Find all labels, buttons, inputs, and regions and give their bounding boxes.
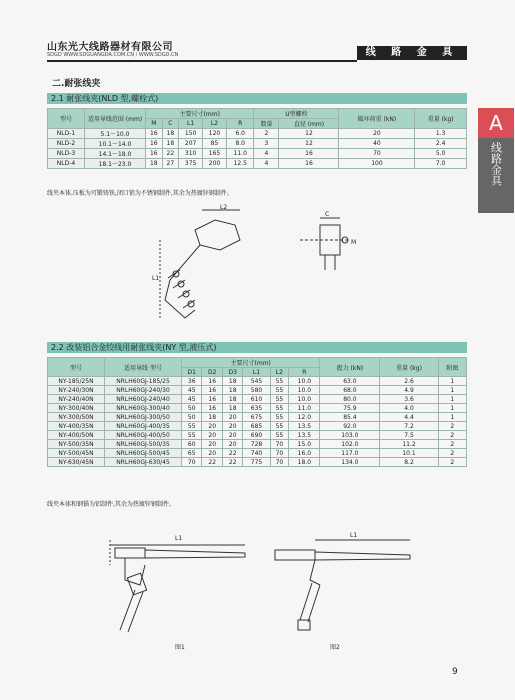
side-tab-letter: A xyxy=(478,108,514,138)
table-cell: 1 xyxy=(438,386,466,395)
table-cell: 70 xyxy=(270,440,289,449)
th-diameter: 直径 (mm) xyxy=(279,119,339,129)
table-cell: 18 xyxy=(222,395,242,404)
table-cell: 55 xyxy=(270,404,289,413)
ny-clamp-figure-1 xyxy=(95,520,265,640)
nld-clamp-drawing xyxy=(140,200,280,330)
table-cell: 16 xyxy=(202,386,222,395)
table-cell: 68.0 xyxy=(320,386,380,395)
table-cell: 55 xyxy=(270,386,289,395)
table-cell: 20 xyxy=(222,431,242,440)
th2-figure: 附图 xyxy=(438,358,466,377)
table-cell: 3 xyxy=(254,139,279,149)
table-cell: 12.0 xyxy=(289,413,320,422)
table-cell: 27 xyxy=(162,159,179,169)
th2-l1: L1 xyxy=(243,368,270,377)
table-cell: 16 xyxy=(146,129,163,139)
table-cell: 12 xyxy=(279,129,339,139)
table-cell: NLD-3 xyxy=(48,149,85,159)
table-cell: NRLH60GJ-300/40 xyxy=(105,404,182,413)
table-cell: NRLH60GJ-185/25 xyxy=(105,377,182,386)
table-cell: 16.0 xyxy=(289,449,320,458)
table-cell: 10.0 xyxy=(289,377,320,386)
table-cell: 11.0 xyxy=(289,404,320,413)
table-cell: 55 xyxy=(270,431,289,440)
table-cell: 100 xyxy=(339,159,415,169)
table-cell: NLD-1 xyxy=(48,129,85,139)
page-number: 9 xyxy=(452,667,458,677)
table-cell: 20 xyxy=(202,449,222,458)
table-cell: 2 xyxy=(438,422,466,431)
table-cell: 65 xyxy=(182,449,202,458)
table-cell: 70 xyxy=(182,458,202,467)
table-cell: 18 xyxy=(162,139,179,149)
th-l1: L1 xyxy=(179,119,203,129)
table-row xyxy=(48,404,467,413)
table-cell: 16 xyxy=(202,395,222,404)
table-cell: NY-300/40N xyxy=(48,404,105,413)
table-cell: NY-300/50N xyxy=(48,413,105,422)
table-cell: 1.3 xyxy=(415,129,467,139)
table-cell: 580 xyxy=(243,386,270,395)
table-cell: 11.2 xyxy=(380,440,438,449)
table-cell: 20 xyxy=(202,422,222,431)
table-cell: 3.6 xyxy=(380,395,438,404)
dim-c: C xyxy=(325,211,330,218)
table-cell: 102.0 xyxy=(320,440,380,449)
th2-conductor: 适用导线 型号 xyxy=(105,358,182,377)
nld-side-view-drawing xyxy=(295,210,375,280)
table-cell: 20 xyxy=(222,422,242,431)
table-cell: 75.9 xyxy=(320,404,380,413)
table-cell: 2 xyxy=(438,431,466,440)
table-cell: 690 xyxy=(243,431,270,440)
ny-clamp-figure-2 xyxy=(270,525,430,640)
table-row xyxy=(48,129,467,139)
table-cell: 2.4 xyxy=(415,139,467,149)
table-cell: 610 xyxy=(243,395,270,404)
th-count: 数量 xyxy=(254,119,279,129)
th2-l2: L2 xyxy=(270,368,289,377)
table-cell: NRLH60GJ-630/45 xyxy=(105,458,182,467)
table-cell: 120 xyxy=(203,129,227,139)
fig2-dim-l1: L1 xyxy=(350,532,358,539)
table-row xyxy=(48,431,467,440)
table-cell: 13.5 xyxy=(289,422,320,431)
table-cell: 117.0 xyxy=(320,449,380,458)
th-range: 适用导线范围 (mm) xyxy=(85,109,146,129)
table-cell: 10.0 xyxy=(289,386,320,395)
table-cell: 14.1～18.0 xyxy=(85,149,146,159)
table-cell: 20 xyxy=(202,431,222,440)
table-cell: 60 xyxy=(182,440,202,449)
figure-2-caption: 图2 xyxy=(330,644,340,651)
table-cell: NY-630/45N xyxy=(48,458,105,467)
company-name: 山东光大线路器材有限公司 xyxy=(47,42,173,53)
table-cell: 22 xyxy=(162,149,179,159)
table-row xyxy=(48,149,467,159)
table-cell: NY-500/35N xyxy=(48,440,105,449)
table-cell: 4.0 xyxy=(380,404,438,413)
table-cell: 7.2 xyxy=(380,422,438,431)
table-cell: 18 xyxy=(146,159,163,169)
table-cell: 2 xyxy=(438,458,466,467)
table-cell: 18.1～23.0 xyxy=(85,159,146,169)
table-cell: 20 xyxy=(202,440,222,449)
table-cell: 7.5 xyxy=(380,431,438,440)
table-cell: 11.0 xyxy=(226,149,254,159)
table-cell: NY-240/40N xyxy=(48,395,105,404)
table-row xyxy=(48,449,467,458)
table-cell: 6.0 xyxy=(226,129,254,139)
table-cell: 18 xyxy=(162,129,179,139)
table-cell: 4.9 xyxy=(380,386,438,395)
table-cell: 12 xyxy=(279,139,339,149)
table-cell: NRLH60GJ-240/30 xyxy=(105,386,182,395)
table-cell: NLD-2 xyxy=(48,139,85,149)
table-cell: NLD-4 xyxy=(48,159,85,169)
table-cell: NY-500/45N xyxy=(48,449,105,458)
table-cell: NRLH60GJ-400/35 xyxy=(105,422,182,431)
section-title: 二.耐张线夹 xyxy=(52,79,101,89)
table-cell: 16 xyxy=(202,377,222,386)
table-cell: 80.0 xyxy=(320,395,380,404)
table-cell: 13.5 xyxy=(289,431,320,440)
table-cell: 40 xyxy=(339,139,415,149)
dim-l2: L2 xyxy=(220,204,228,211)
section-band: 线 路 金 具 xyxy=(357,46,467,60)
table-cell: 55 xyxy=(270,413,289,422)
header-rule xyxy=(47,60,357,62)
table-cell: 165 xyxy=(203,149,227,159)
table-cell: 50 xyxy=(182,413,202,422)
table-nld xyxy=(47,108,467,169)
table-cell: 70 xyxy=(270,449,289,458)
table-cell: 55 xyxy=(270,422,289,431)
table-cell: 8.0 xyxy=(226,139,254,149)
table-cell: 18 xyxy=(202,413,222,422)
th-c: C xyxy=(162,119,179,129)
table-cell: 1 xyxy=(438,377,466,386)
table-cell: 70 xyxy=(270,458,289,467)
table-cell: 70 xyxy=(339,149,415,159)
table-row xyxy=(48,458,467,467)
table-cell: 675 xyxy=(243,413,270,422)
table-cell: 18.0 xyxy=(289,458,320,467)
table-cell: 20 xyxy=(222,440,242,449)
table-cell: NRLH60GJ-500/35 xyxy=(105,440,182,449)
table-cell: 728 xyxy=(243,440,270,449)
table-cell: NRLH60GJ-300/50 xyxy=(105,413,182,422)
table-cell: 12.5 xyxy=(226,159,254,169)
dim-m: M xyxy=(351,239,357,246)
table-cell: 45 xyxy=(182,395,202,404)
side-tab-label: 线路金具 xyxy=(489,142,503,186)
table-cell: 45 xyxy=(182,386,202,395)
table-cell: 2.6 xyxy=(380,377,438,386)
table-cell: 4.4 xyxy=(380,413,438,422)
table-cell: 15.0 xyxy=(289,440,320,449)
table-cell: 134.0 xyxy=(320,458,380,467)
th-weight: 重量 (kg) xyxy=(415,109,467,129)
table-cell: 7.0 xyxy=(415,159,467,169)
table-cell: 2 xyxy=(254,129,279,139)
table-cell: 85.4 xyxy=(320,413,380,422)
table-row xyxy=(48,159,467,169)
table-cell: 85 xyxy=(203,139,227,149)
table-cell: 4 xyxy=(254,149,279,159)
table-cell: 635 xyxy=(243,404,270,413)
table-row xyxy=(48,395,467,404)
table-row xyxy=(48,386,467,395)
table-row xyxy=(48,440,467,449)
table-cell: 375 xyxy=(179,159,203,169)
table-cell: NY-185/25N xyxy=(48,377,105,386)
table-cell: 4 xyxy=(254,159,279,169)
note-ny: 线夹本体和钢锚为铝制件,其余为热镀锌钢制件。 xyxy=(47,501,175,508)
table-cell: 63.0 xyxy=(320,377,380,386)
table-cell: 150 xyxy=(179,129,203,139)
table-cell: 36 xyxy=(182,377,202,386)
th2-d2: D2 xyxy=(202,368,222,377)
th2-weight: 重量 (kg) xyxy=(380,358,438,377)
table-cell: 10.1 xyxy=(380,449,438,458)
subsection-bar-1: 2.1 耐张线夹(NLD 型,螺栓式) xyxy=(47,93,467,104)
table-cell: 2 xyxy=(438,440,466,449)
table-cell: 16 xyxy=(202,404,222,413)
table-cell: 310 xyxy=(179,149,203,159)
th-l2: L2 xyxy=(203,119,227,129)
table-cell: NY-400/35N xyxy=(48,422,105,431)
table-cell: 775 xyxy=(243,458,270,467)
table-cell: 10.1～14.0 xyxy=(85,139,146,149)
th2-r: R xyxy=(289,368,320,377)
table-row xyxy=(48,422,467,431)
note-nld: 线夹本体,压板为可锻铸铁,闭口销为不锈钢制件,其余为热镀锌钢制件。 xyxy=(47,190,233,197)
table-row xyxy=(48,413,467,422)
table-cell: 92.0 xyxy=(320,422,380,431)
table-row xyxy=(48,139,467,149)
table-cell: 18 xyxy=(222,404,242,413)
table-cell: 18 xyxy=(222,386,242,395)
th2-d3: D3 xyxy=(222,368,242,377)
th-m: M xyxy=(146,119,163,129)
table-cell: NY-240/30N xyxy=(48,386,105,395)
th2-model: 型号 xyxy=(48,358,105,377)
table-cell: 2 xyxy=(438,449,466,458)
figure-1-caption: 图1 xyxy=(175,644,185,651)
th-dimensions: 主要尺寸(mm) xyxy=(146,109,254,119)
th2-dimensions: 主要尺寸(mm) xyxy=(182,358,320,368)
table-cell: 5.0 xyxy=(415,149,467,159)
table-cell: 740 xyxy=(243,449,270,458)
table-cell: 55 xyxy=(182,431,202,440)
table-cell: NY-400/50N xyxy=(48,431,105,440)
table-cell: 10.0 xyxy=(289,395,320,404)
table-cell: 103.0 xyxy=(320,431,380,440)
table-cell: 20 xyxy=(222,413,242,422)
table-ny xyxy=(47,357,467,467)
table-cell: 545 xyxy=(243,377,270,386)
side-tab-text xyxy=(478,138,514,213)
table-cell: 50 xyxy=(182,404,202,413)
table-cell: NRLH60GJ-400/50 xyxy=(105,431,182,440)
table-cell: 5.1～10.0 xyxy=(85,129,146,139)
table-cell: 1 xyxy=(438,413,466,422)
table-cell: 22 xyxy=(202,458,222,467)
table-cell: 16 xyxy=(146,149,163,159)
th-ubolt: U型螺栓 xyxy=(254,109,339,119)
table-cell: 18 xyxy=(222,377,242,386)
table-cell: 16 xyxy=(279,159,339,169)
table-cell: 200 xyxy=(203,159,227,169)
table-cell: 55 xyxy=(182,422,202,431)
th2-d1: D1 xyxy=(182,368,202,377)
table-cell: NRLH60GJ-500/45 xyxy=(105,449,182,458)
table-cell: 1 xyxy=(438,395,466,404)
th2-grip: 握力 (kN) xyxy=(320,358,380,377)
table-cell: 55 xyxy=(270,395,289,404)
table-cell: 22 xyxy=(222,449,242,458)
table-cell: 1 xyxy=(438,404,466,413)
fig1-dim-l1: L1 xyxy=(175,535,183,542)
table-cell: 207 xyxy=(179,139,203,149)
table-cell: 8.2 xyxy=(380,458,438,467)
table-cell: 22 xyxy=(222,458,242,467)
th-load: 破坏荷重 (kN) xyxy=(339,109,415,129)
table-cell: 16 xyxy=(279,149,339,159)
table-cell: 685 xyxy=(243,422,270,431)
table-cell: 16 xyxy=(146,139,163,149)
th-r: R xyxy=(226,119,254,129)
table-cell: NRLH60GJ-240/40 xyxy=(105,395,182,404)
th-model: 型号 xyxy=(48,109,85,129)
company-website: SDGD WWW.SDGUANGDA.COM.CN / WWW.SDGD.CN xyxy=(47,52,179,58)
table-cell: 20 xyxy=(339,129,415,139)
table-row xyxy=(48,377,467,386)
subsection-bar-2: 2.2 改装铝合金绞线用耐张线夹(NY 型,液压式) xyxy=(47,342,467,353)
table-cell: 55 xyxy=(270,377,289,386)
dim-l1: L1 xyxy=(152,275,160,282)
